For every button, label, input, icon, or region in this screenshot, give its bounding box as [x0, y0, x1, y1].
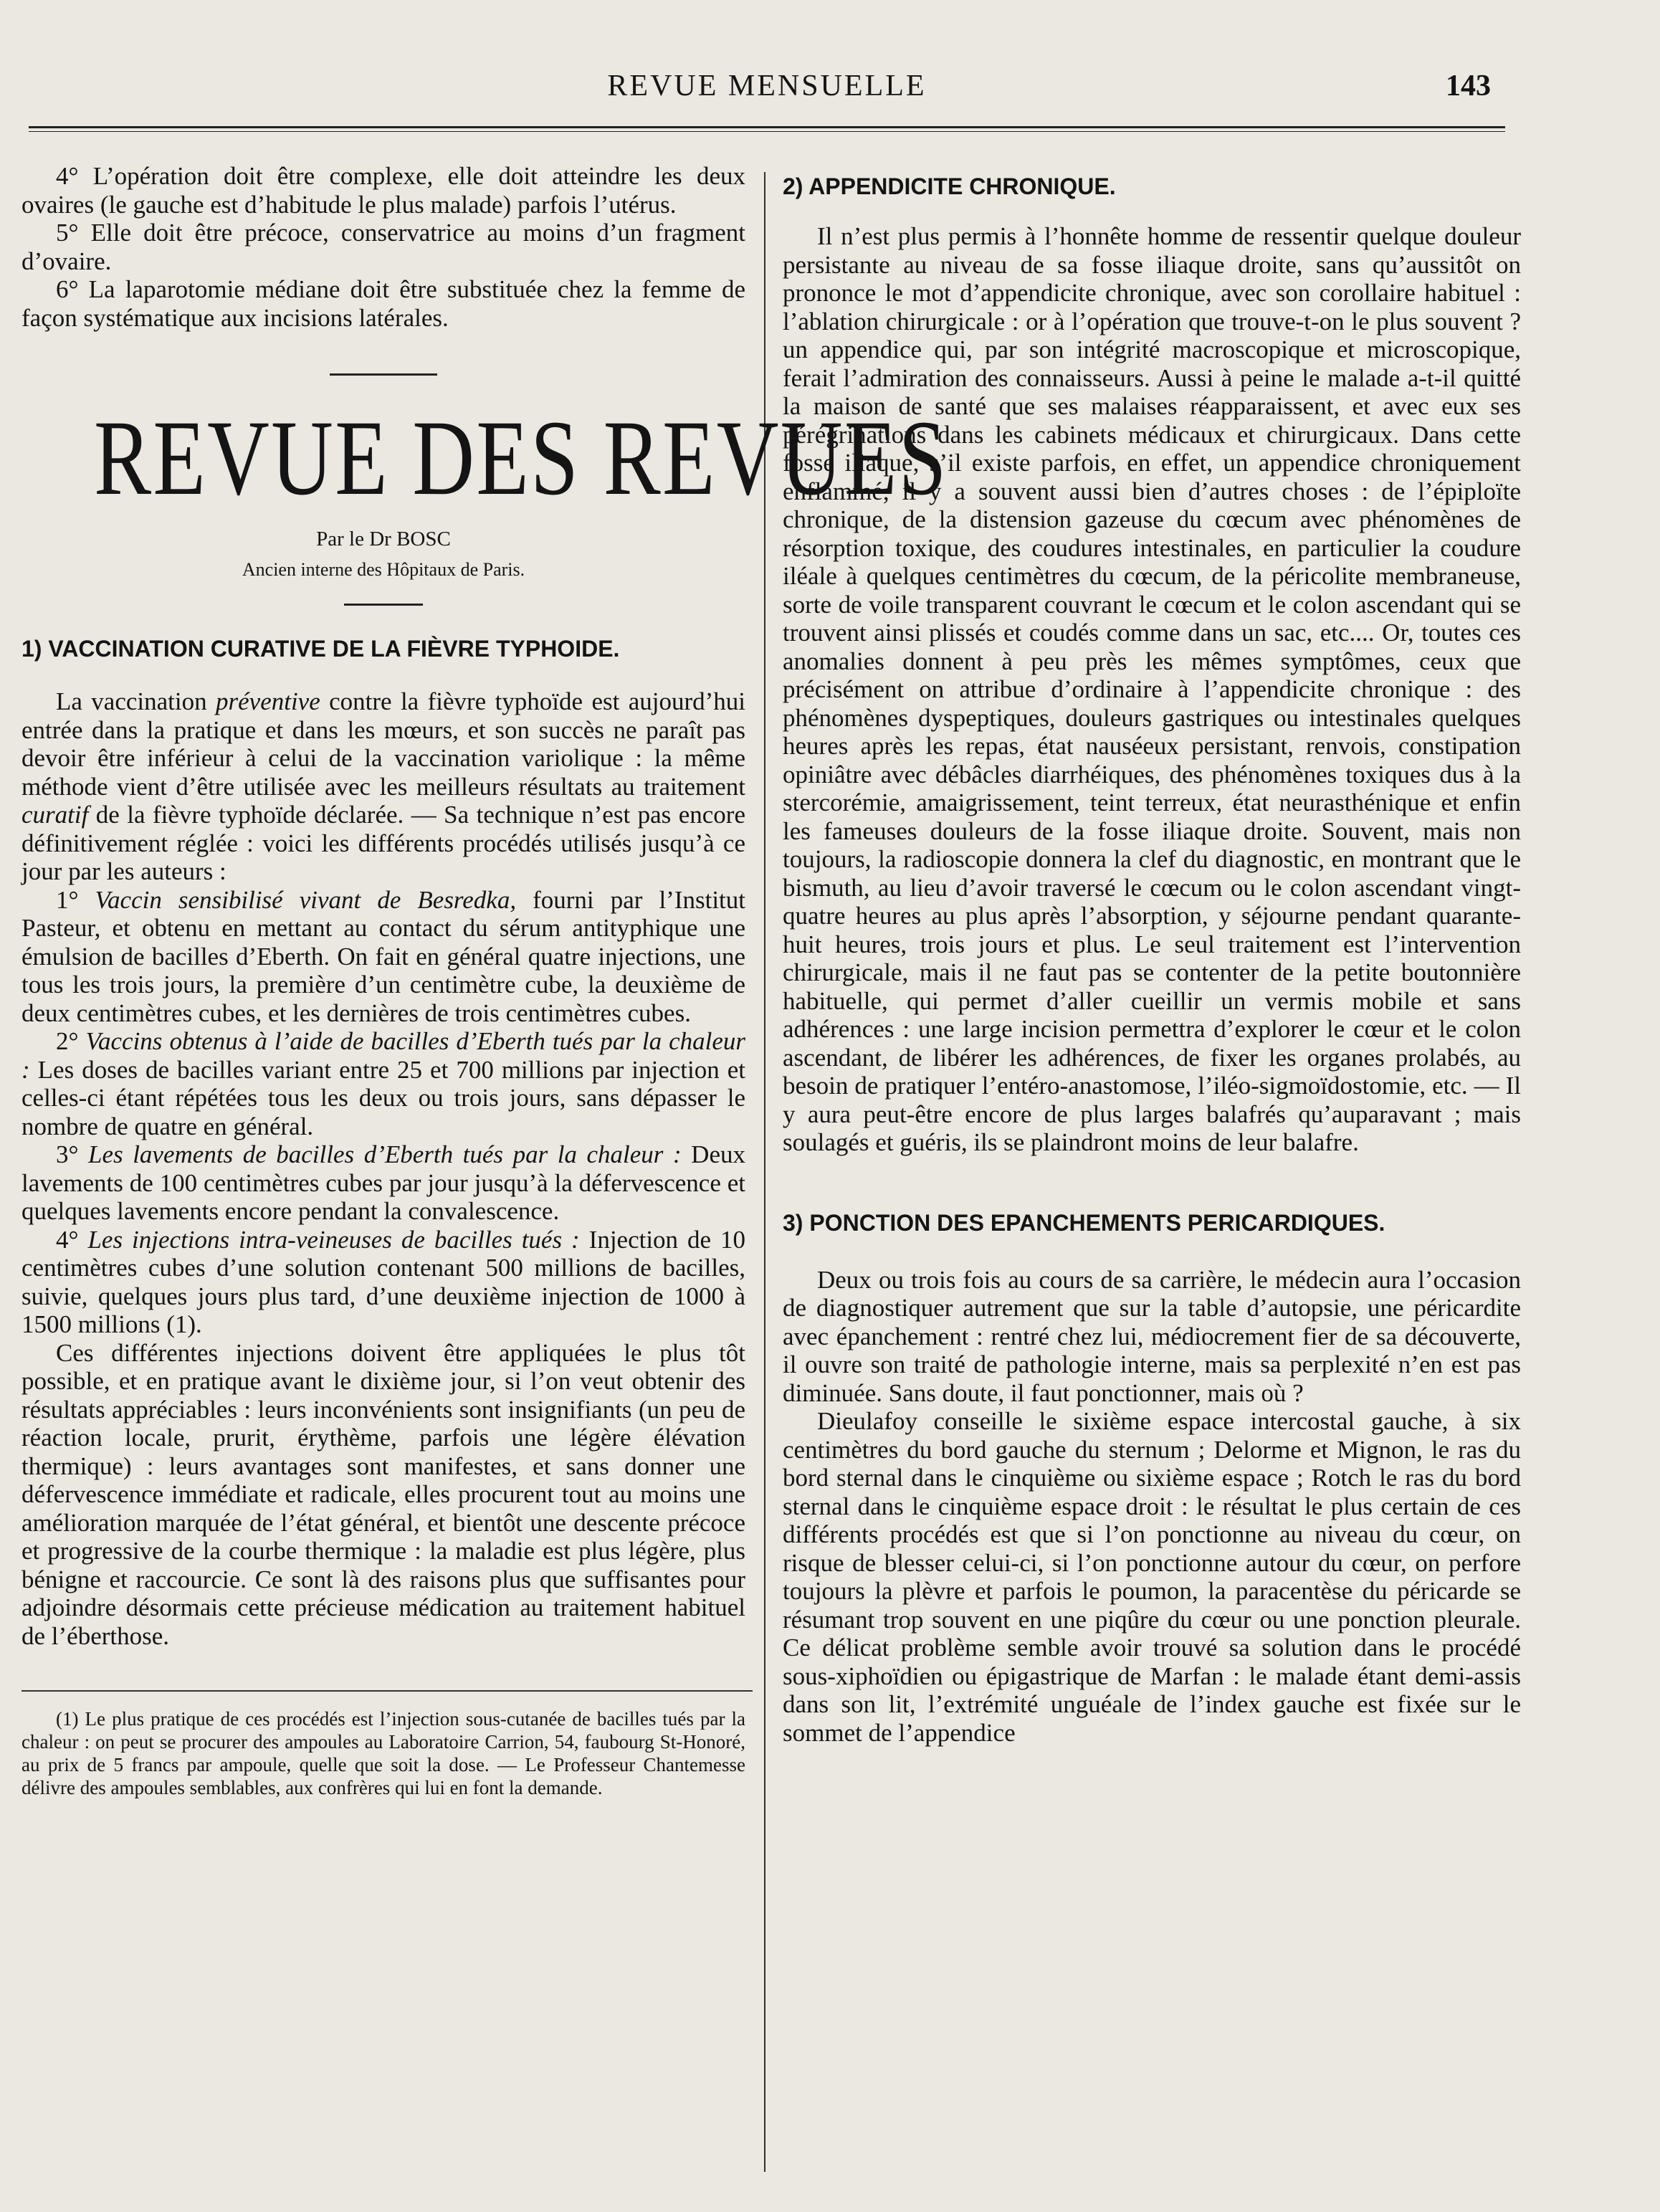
section3-paragraph-1: Deux ou trois fois au cours de sa carrière, le médecin aura l’occasion de diagnostiquer autrement que sur la table d’autopsie, une péricardite avec épanchement : rentré chez lui, médiocrement fier de sa découverte, il ouvre son traité de pathologie interne, mais sa perplexité n’en est pas diminuée. Sans doute, il faut ponctionner, mais où ? [783, 1265, 1521, 1407]
section1-item-1: 1° Vaccin sensibilisé vivant de Besredka, fourni par l’Institut Pasteur, et obtenu en mettant au contact du sérum antityphique une émulsion de bacilles d’Eberth. On fait en général quatre injections, une tous les trois jours, la première d’un centimètre cube, la deuxième de deux centimètres cubes, et les dernières de trois centimètres cubes. [22, 885, 745, 1027]
byline: Par le Dr BOSC [316, 528, 451, 550]
footnote: (1) Le plus pratique de ces procédés est l’injection sous-cutanée de bacilles tués par la chaleur : on peut se procurer des ampoules au Laboratoire Carrion, 54, faubourg St-Honoré, au prix de 5 francs par ampoule, quelle que soit la dose. — Le Professeur Chantemesse délivre des ampoules semblables, aux confrères qui lui en font la demande. [22, 1708, 745, 1798]
section1-paragraph-1: La vaccination préventive contre la fièvre typhoïde est aujourd’hui entrée dans la pratique et dans les mœurs, et son succès ne paraît pas devoir être inférieur à celui de la vaccination variolique : la même méthode vient d’être utilisée avec les meilleurs résultats au traitement curatif de la fièvre typhoïde déclarée. — Sa technique n’est pas encore définitivement réglée : voici les différents procédés utilisés jusqu’à ce jour par les auteurs : [22, 687, 746, 885]
separator-rule [330, 373, 437, 376]
section3-paragraph-2: Dieulafoy conseille le sixième espace intercostal gauche, à six centimètres du bord gauche du sternum ; Delorme et Mignon, le ras du bord sternal dans le cinquième ou sixième espace ; Rotch le ras du bord sternal dans le cinquième espace droit : le résultat le plus certain de ces différents procédés est que si l’on ponctionne au niveau du cœur, on risque de blesser celui-ci, si l’on ponctionne autour du cœur, on perfore toujours la plèvre et parfois le poumon, la paracentèse du péricarde se résumant trop souvent en une piqûre du cœur ou une ponction pleurale. Ce délicat problème semble avoir trouvé sa solution dans le procédé sous-xiphoïdien ou épigastrique de Marfan : le malade étant demi-assis dans son lit, l’extrémité unguéale de l’index gauche est fixée sur le sommet de l’appendice [783, 1407, 1521, 1747]
section-heading-3: 3) PONCTION DES EPANCHEMENTS PERICARDIQUES. [783, 1209, 1385, 1236]
running-header [29, 69, 1505, 112]
intro-item-5: 5° Elle doit être précoce, conservatrice au moins d’un fragment d’ovaire. [22, 219, 745, 275]
section1-item-2: 2° Vaccins obtenus à l’aide de bacilles d’Eberth tués par la chaleur : Les doses de bacilles variant entre 25 et 700 millions par injection et celles-ci étant répétées tous les deux ou trois jours, sans dépasser le nombre de quatre en général. [22, 1027, 745, 1140]
left-column [22, 162, 948, 1799]
section1-paragraph-final: Ces différentes injections doivent être appliquées le plus tôt possible, et en pratique avant le dixième jour, si l’on veut obtenir des résultats appréciables : leurs inconvénients sont insignifiants (un peu de réaction locale, prurit, érythème, parfois une légère élévation thermique) : leurs avantages sont manifestes, et sans donner une défervescence immédiate et radicale, elles procurent tout au moins une amélioration marquée de l’état général, et bientôt une descente précoce et progressive de la courbe thermique : la maladie est plus légère, plus bénigne et raccourcie. Ce sont là des raisons plus que suffisantes pour adjoindre désormais cette précieuse médication au traitement habituel de l’éberthose. [22, 1338, 745, 1650]
page-number: 143 [1446, 70, 1491, 103]
section1-item-4: 4° Les injections intra-veineuses de bacilles tués : Injection de 10 centimètres cubes d’une solution contenant 500 millions de bacilles, suivie, quelques jours plus tard, d’une deuxième injection de 1000 à 1500 millions (1). [22, 1225, 746, 1338]
intro-item-6: 6° La laparotomie médiane doit être substituée chez la femme de façon systématique aux incisions latérales. [22, 275, 745, 332]
main-title: REVUE DES REVUES [94, 399, 948, 518]
header-rule [29, 126, 1505, 132]
section-heading-2: 2) APPENDICITE CHRONIQUE. [783, 173, 1116, 199]
intro-item-4: 4° L’opération doit être complexe, elle doit atteindre les deux ovaires (le gauche est d’habitude le plus malade) parfois l’utérus. [22, 162, 745, 219]
section1-item-3: 3° Les lavements de bacilles d’Eberth tués par la chaleur : Deux lavements de 100 centimètres cubes par jour jusqu’à la défervescence et quelques lavements encore pendant la convalescence. [22, 1140, 745, 1225]
section2-paragraph: Il n’est plus permis à l’honnête homme de ressentir quelque douleur persistante au niveau de sa fosse iliaque droite, sans qu’aussitôt on prononce le mot d’appendicite chronique, avec son corollaire habituel : l’ablation chirurgicale : or à l’opération que trouve-t-on le plus souvent ? un appendice qui, par son intégrité macroscopique et microscopique, ferait l’admiration des connaisseurs. Aussi à peine le malade a-t-il quitté la maison de santé que ses malaises réapparaissent, et avec eux ses pérégrinations dans les cabinets médicaux et chirurgicaux. Dans cette fosse iliaque, s’il existe parfois, en effet, un appendice chroniquement enflammé, il y a souvent aussi bien d’autres choses : de l’épiploïte chronique, de la distension gazeuse du cœcum avec phénomènes de résorption toxique, des coudures intestinales, en particulier la coudure iléale à quelques centimètres du cœcum, de la péricolite membraneuse, sorte de voile transparent couvrant le cœcum et le colon ascendant qui se trouvent ainsi plissés et coudés comme dans un sac, etc.... Or, toutes ces anomalies donnent à peu près les mêmes symptômes, ceux que précisément on attribue d’ordinaire à l’appendicite chronique : des phénomènes dyspeptiques, douleurs gastriques ou intestinales quelques heures après les repas, état nauséeux persistant, renvois, constipation opiniâtre avec débâcles diarrhéiques, des phénomènes toxiques dus à la stercorémie, amaigrissement, teint terreux, état neurasthénique et enfin les fameuses douleurs de la fosse iliaque droite. Souvent, mais non toujours, la radioscopie donnera la clef du diagnostic, en montrant que le bismuth, au lieu d’avoir traversé le cœcum ou le colon ascendant vingt-quatre heures au plus après l’absorption, y séjourne pendant quarante-huit heures, trois jours et plus. Le seul traitement est l’intervention chirurgicale, mais il ne faut pas se contenter de la petite boutonnière habituelle, qui permet d’aller cueillir un vermis mobile et sans adhérences : une large incision permettra d’explorer le cœur et le colon ascendant, de libérer les adhérences, de fixer les organes prolabés, au besoin de pratiquer l’entéro-anastomose, l’iléo-sigmoïdostomie, etc. — Il y aura peut-être encore de plus larges balafrés qu’auparavant ; mais soulagés et guéris, ils se plaindront moins de leur balafre. [783, 222, 1521, 1156]
running-title: REVUE MENSUELLE [607, 70, 927, 103]
section-heading-1: 1) VACCINATION CURATIVE DE LA FIÈVRE TYPHOIDE. [22, 636, 620, 662]
right-column [783, 162, 1521, 1747]
author-affiliation: Ancien interne des Hôpitaux de Paris. [242, 559, 525, 580]
